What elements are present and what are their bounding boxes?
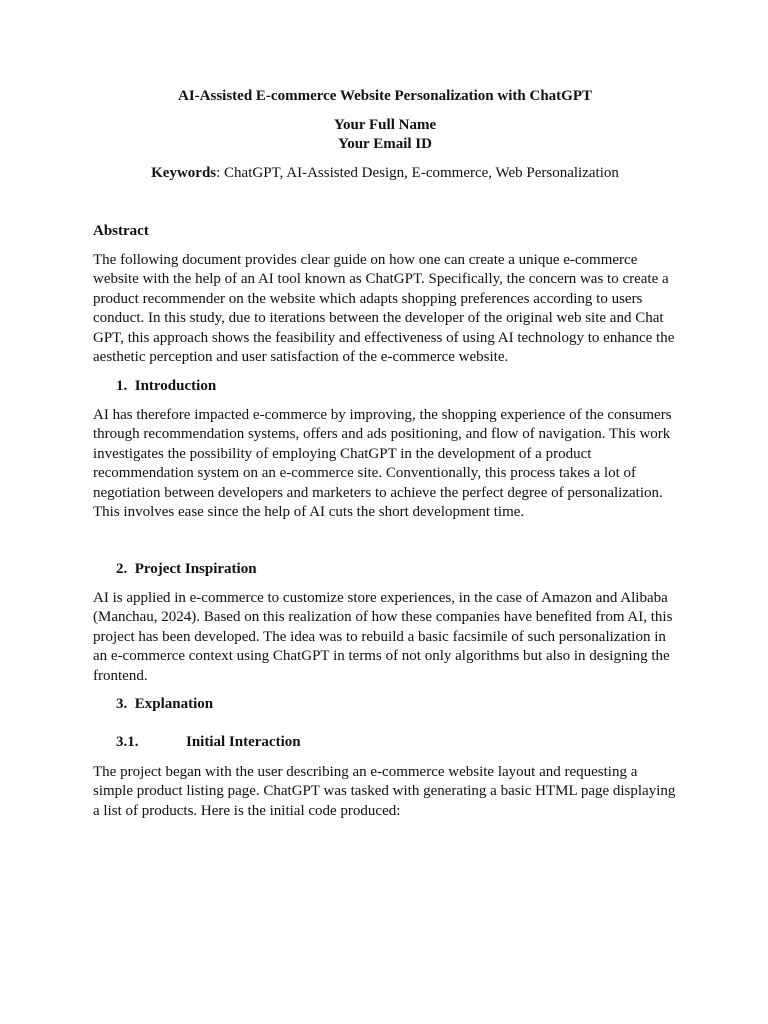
author-email: Your Email ID: [338, 136, 432, 152]
section-number: 3.: [116, 696, 128, 712]
section-heading-explanation: [116, 695, 213, 714]
section-number: 2.: [116, 561, 128, 577]
keywords-line: [93, 164, 677, 183]
section-heading-project-inspiration: [116, 560, 257, 579]
section-title: Project Inspiration: [134, 561, 257, 577]
section-heading-introduction: [116, 377, 216, 396]
section-title: Explanation: [134, 696, 214, 712]
subsection-heading-initial-interaction: [116, 733, 301, 752]
project-inspiration-body: AI is applied in e-commerce to customize store experiences, in the case of Amazon and Alibaba (Manchau, 2024). Based on this realization of how these companies have benefited from AI, this project has been developed. The idea was to rebuild a basic facsimile of such personalization in an e-commerce context using ChatGPT in terms of not only algorithms but also in designing the frontend.: [93, 590, 673, 684]
section-title: Introduction: [134, 378, 217, 394]
subsection-number: 3.1.: [116, 734, 139, 750]
section-number: 1.: [116, 378, 128, 394]
author-name: Your Full Name: [333, 117, 437, 133]
abstract-heading: Abstract: [93, 223, 149, 239]
keywords-text: : ChatGPT, AI-Assisted Design, E-commerce, Web Personalization: [216, 165, 619, 181]
introduction-body: AI has therefore impacted e-commerce by improving, the shopping experience of the consumers through recommendation systems, offers and ads positioning, and flow of navigation. This work investigates the possibility of employing ChatGPT in the development of a product recommendation system on an e-commerce site. Conventionally, this process takes a lot of negotiation between developers and marketers to achieve the perfect degree of personalization. This involves ease since the help of AI cuts the short development time.: [93, 407, 672, 521]
subsection-title: Initial Interaction: [186, 734, 301, 750]
paper-title: AI-Assisted E-commerce Website Personalization with ChatGPT: [178, 88, 592, 104]
abstract-body: The following document provides clear guide on how one can create a unique e-commerce website with the help of an AI tool known as ChatGPT. Specifically, the concern was to create a product recommender on the website which adapts shopping preferences according to users conduct. In this study, due to iterations between the developer of the original web site and Chat GPT, this approach shows the feasibility and effectiveness of using AI technology to enhance the aesthetic perception and user satisfaction of the e-commerce website.: [93, 252, 675, 366]
keywords-label: Keywords: [151, 165, 217, 181]
initial-interaction-body: The project began with the user describing an e-commerce website layout and requesting a simple product listing page. ChatGPT was tasked with generating a basic HTML page displaying a list of products. Here is the initial code produced:: [93, 764, 676, 819]
